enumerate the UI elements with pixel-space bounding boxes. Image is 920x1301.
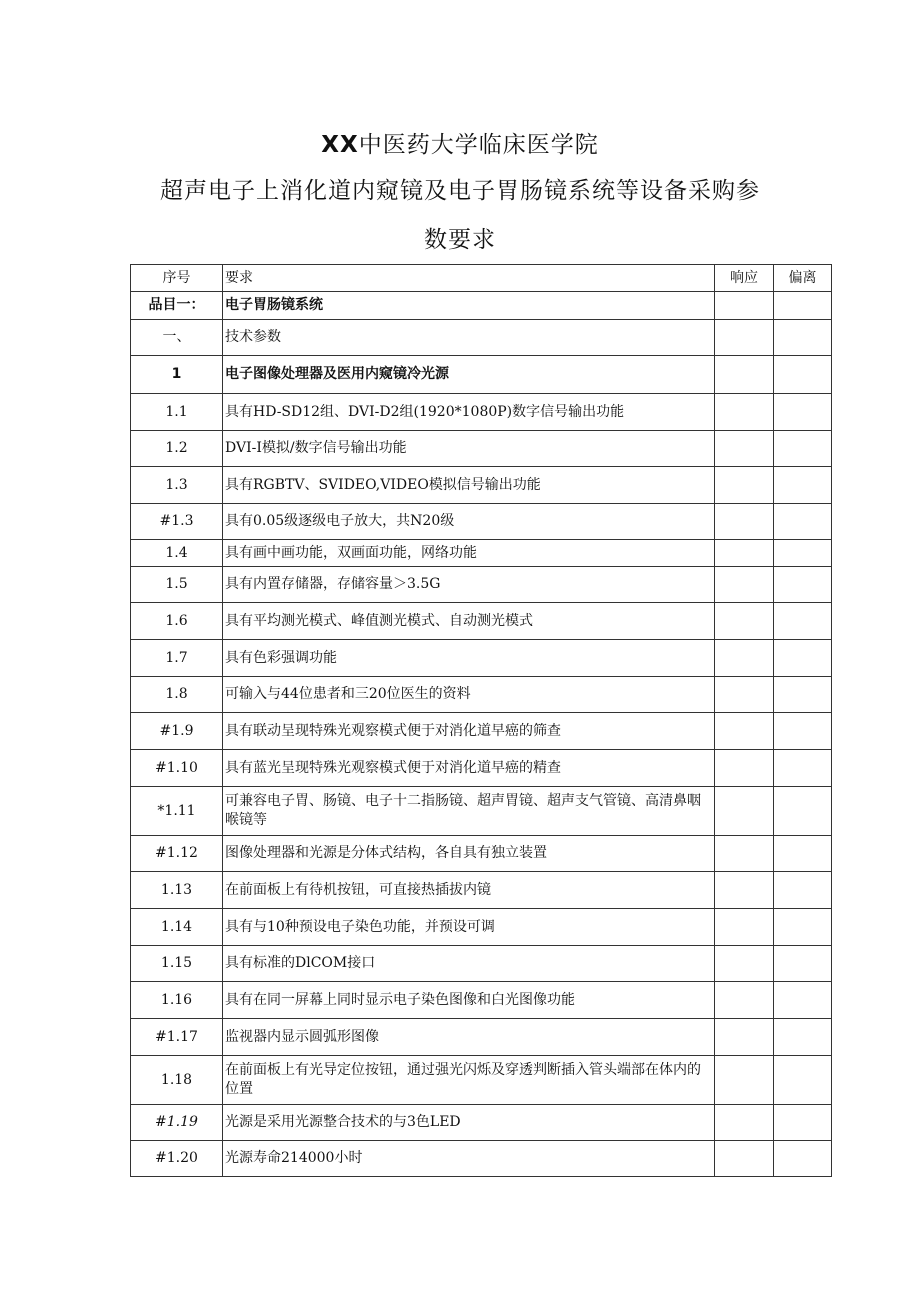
row-deviation [774, 982, 832, 1019]
row-deviation [774, 677, 832, 713]
row-deviation [774, 540, 832, 567]
row-deviation [774, 1056, 832, 1105]
table-row [131, 431, 832, 467]
document-title-line1 [0, 126, 920, 159]
row-response [715, 1056, 774, 1105]
row-seq: 1.4 [131, 540, 223, 567]
row-requirement: 具有0.05级逐级电子放大，共N20级 [223, 504, 715, 540]
row-requirement: 在前面板上有光导定位按钮，通过强光闪烁及穿透判断插入管头端部在体内的位置 [223, 1056, 715, 1105]
table-row [131, 872, 832, 909]
row-requirement: 具有联动呈现特殊光观察模式便于对消化道早癌的筛查 [223, 713, 715, 750]
row-response [715, 603, 774, 640]
row-deviation [774, 603, 832, 640]
row-response [715, 946, 774, 982]
row-seq: 1.8 [131, 677, 223, 713]
row-response [715, 540, 774, 567]
row-response [715, 640, 774, 677]
row-seq: 1.5 [131, 567, 223, 603]
row-response [715, 431, 774, 467]
row-requirement: 具有平均测光模式、峰值测光模式、自动测光模式 [223, 603, 715, 640]
header-seq: 序号 [131, 265, 223, 292]
row-deviation [774, 292, 832, 320]
row-deviation [774, 787, 832, 836]
row-response [715, 677, 774, 713]
row-deviation [774, 394, 832, 431]
row-requirement: 监视器内显示圆弧形图像 [223, 1019, 715, 1056]
row-requirement: 具有蓝光呈现特殊光观察模式便于对消化道早癌的精查 [223, 750, 715, 787]
table-row [131, 356, 832, 394]
row-requirement: 图像处理器和光源是分体式结构，各自具有独立装置 [223, 836, 715, 872]
row-deviation [774, 1105, 832, 1141]
row-response [715, 356, 774, 394]
header-resp: 响应 [715, 265, 774, 292]
row-requirement: 具有色彩强调功能 [223, 640, 715, 677]
table-row [131, 394, 832, 431]
document-title-line3: 数要求 [424, 227, 496, 253]
row-deviation [774, 431, 832, 467]
row-requirement: 技术参数 [223, 320, 715, 356]
title-institution: 中医药大学临床医学院 [358, 132, 599, 158]
row-seq: #1.19 [131, 1105, 223, 1141]
row-response [715, 567, 774, 603]
row-response [715, 750, 774, 787]
row-deviation [774, 567, 832, 603]
row-response [715, 1141, 774, 1177]
table-row [131, 1019, 832, 1056]
row-response [715, 292, 774, 320]
table-row [131, 292, 832, 320]
row-seq: 一、 [131, 320, 223, 356]
row-response [715, 1019, 774, 1056]
row-response [715, 872, 774, 909]
table-row [131, 713, 832, 750]
row-deviation [774, 836, 832, 872]
row-seq: 1.15 [131, 946, 223, 982]
header-req: 要求 [223, 265, 715, 292]
row-requirement: 具有在同一屏幕上同时显示电子染色图像和白光图像功能 [223, 982, 715, 1019]
row-response [715, 787, 774, 836]
row-requirement: 具有画中画功能，双画面功能，网络功能 [223, 540, 715, 567]
row-seq: #1.3 [131, 504, 223, 540]
table-row [131, 836, 832, 872]
row-response [715, 504, 774, 540]
document-title-line2: 超声电子上消化道内窥镜及电子胃肠镜系统等设备采购参 [160, 178, 760, 204]
table-row [131, 567, 832, 603]
row-seq: 品目一： [131, 292, 223, 320]
row-requirement: 可输入与44位患者和三20位医生的资料 [223, 677, 715, 713]
row-requirement: 可兼容电子胃、肠镜、电子十二指肠镜、超声胃镜、超声支气管镜、高清鼻咽喉镜等 [223, 787, 715, 836]
row-requirement: 具有标准的DlCOM接口 [223, 946, 715, 982]
row-seq: #1.10 [131, 750, 223, 787]
row-seq: 1.6 [131, 603, 223, 640]
table-row [131, 603, 832, 640]
row-seq: 1.7 [131, 640, 223, 677]
table-row [131, 982, 832, 1019]
row-requirement: 具有内置存储器，存储容量＞3.5G [223, 567, 715, 603]
row-seq: 1.18 [131, 1056, 223, 1105]
row-response [715, 909, 774, 946]
row-requirement: 光源寿命214000小时 [223, 1141, 715, 1177]
table-row [131, 320, 832, 356]
table-row [131, 750, 832, 787]
row-requirement: 电子胃肠镜系统 [223, 292, 715, 320]
row-deviation [774, 872, 832, 909]
row-seq: #1.17 [131, 1019, 223, 1056]
table-row [131, 1105, 832, 1141]
table-row [131, 677, 832, 713]
table-row [131, 640, 832, 677]
row-response [715, 982, 774, 1019]
requirements-table [130, 264, 832, 1177]
row-response [715, 320, 774, 356]
row-seq: 1.16 [131, 982, 223, 1019]
row-deviation [774, 504, 832, 540]
row-requirement: 具有HD-SD12组、DVI-D2组(1920*1080P)数字信号输出功能 [223, 394, 715, 431]
table-row [131, 787, 832, 836]
row-requirement: 具有RGBTV、SVIDEO,VIDEO模拟信号输出功能 [223, 467, 715, 504]
row-seq: 1.1 [131, 394, 223, 431]
table-row [131, 467, 832, 504]
row-seq: 1 [131, 356, 223, 394]
table-row [131, 540, 832, 567]
row-deviation [774, 356, 832, 394]
row-seq: #1.20 [131, 1141, 223, 1177]
row-deviation [774, 467, 832, 504]
row-response [715, 713, 774, 750]
row-seq: 1.2 [131, 431, 223, 467]
row-requirement: 光源是采用光源整合技术的与3色LED [223, 1105, 715, 1141]
row-deviation [774, 750, 832, 787]
row-response [715, 836, 774, 872]
table-row [131, 1056, 832, 1105]
table-row [131, 1141, 832, 1177]
table-row [131, 909, 832, 946]
row-deviation [774, 946, 832, 982]
row-seq: #1.12 [131, 836, 223, 872]
title-xx: XX [321, 132, 359, 158]
table-row [131, 504, 832, 540]
table-header-row [131, 265, 832, 292]
row-response [715, 467, 774, 504]
row-seq: 1.3 [131, 467, 223, 504]
row-seq: 1.13 [131, 872, 223, 909]
header-dev: 偏离 [774, 265, 832, 292]
row-requirement: 具有与10种预设电子染色功能，并预设可调 [223, 909, 715, 946]
row-deviation [774, 909, 832, 946]
row-requirement: 电子图像处理器及医用内窥镜冷光源 [223, 356, 715, 394]
row-requirement: DVI-I模拟/数字信号输出功能 [223, 431, 715, 467]
row-response [715, 394, 774, 431]
row-deviation [774, 713, 832, 750]
table-row [131, 946, 832, 982]
row-deviation [774, 320, 832, 356]
row-seq: 1.14 [131, 909, 223, 946]
row-deviation [774, 640, 832, 677]
row-deviation [774, 1019, 832, 1056]
row-requirement: 在前面板上有待机按钮，可直接热插拔内镜 [223, 872, 715, 909]
row-response [715, 1105, 774, 1141]
row-seq: #1.9 [131, 713, 223, 750]
row-seq: *1.11 [131, 787, 223, 836]
row-deviation [774, 1141, 832, 1177]
